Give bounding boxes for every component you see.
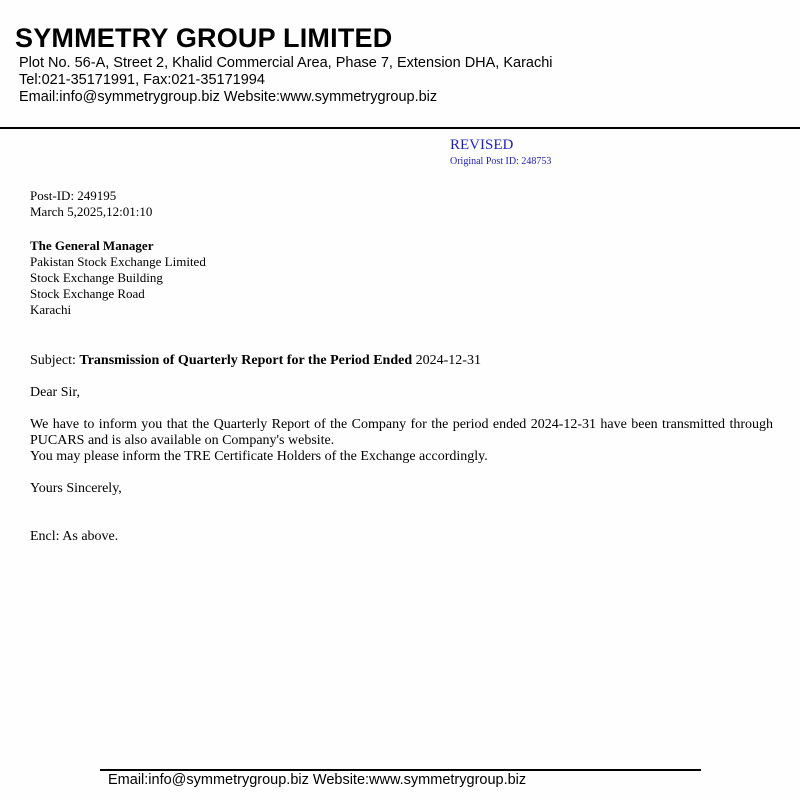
footer-web-contact: Email:info@symmetrygroup.biz Website:www.symmetrygroup.biz [108,772,527,788]
recipient-road: Stock Exchange Road [30,286,145,301]
subject-line [30,353,481,369]
recipient-title: The General Manager [30,238,154,253]
company-web-contact: Email:info@symmetrygroup.biz Website:www.symmetrygroup.biz [19,89,438,105]
revised-label: REVISED [450,137,514,153]
recipient-building: Stock Exchange Building [30,270,163,285]
subject-date: 2024-12-31 [415,353,481,368]
company-contact: Tel:021-35171991, Fax:021-35171994 [19,72,265,88]
footer-divider [100,769,701,771]
salutation: Dear Sir, [30,385,80,400]
closing: Yours Sincerely, [30,481,122,496]
recipient-city: Karachi [30,302,72,317]
post-id: Post-ID: 249195 [30,188,117,203]
enclosure: Encl: As above. [30,529,119,544]
original-post-id: Original Post ID: 248753 [450,156,552,167]
letter-paragraph-2: You may please inform the TRE Certificate Holders of the Exchange accordingly. [30,449,488,464]
post-datetime: March 5,2025,12:01:10 [30,204,153,219]
letter-paragraph-1: We have to inform you that the Quarterly Report of the Company for the period ended 2024-12-31 have been transmitted through PUCARS and is also available on Company's website. [30,417,773,448]
subject-prefix: Subject: [30,353,76,368]
header-divider [0,127,800,129]
recipient-org: Pakistan Stock Exchange Limited [30,254,206,269]
subject-title: Transmission of Quarterly Report for the Period Ended [79,353,413,368]
company-name: SYMMETRY GROUP LIMITED [15,23,393,53]
company-address: Plot No. 56-A, Street 2, Khalid Commercial Area, Phase 7, Extension DHA, Karachi [19,55,553,71]
